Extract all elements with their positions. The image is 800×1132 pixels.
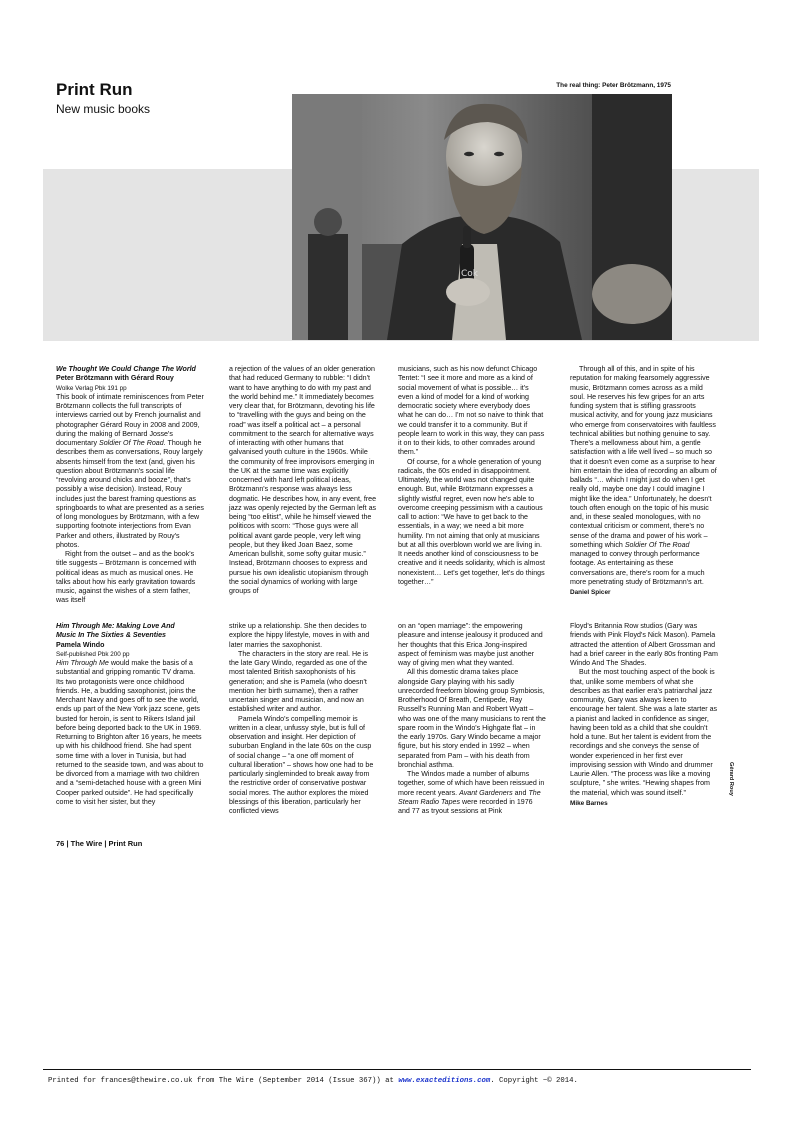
review1-film-title: Soldier Of The Road	[624, 540, 690, 549]
page-footer	[56, 839, 142, 848]
print-rule	[43, 1069, 751, 1070]
bottle-label: Cok	[461, 269, 479, 279]
review1-paragraph: Of course, for a whole generation of young radicals, the 60s ended in disappointment. Ultimately, the world was not changed quite enough. But, while Brötzmann expresses a slightly wistful regret, even now he's able to overcome creeping pessimism with a cautious call to action: “We have to get back to the essentials, in a way; we need a bit more humility. I'm not aiming that only at musicians but at all this overblown world we are living in. It needs another kind of consciousness to be creative and it needs solidarity, which is almost nonexistent… Let's get together, let's do things together…”	[398, 457, 545, 586]
review1-column-4	[570, 365, 718, 597]
review2-paragraph: Pamela Windo's compelling memoir is written in a clear, unfussy style, but is full of observation and insight. Her depiction of suburban England in the late 60s on the cusp of social change – “a one off moment of cultural liberation” – shows how one had to be particularly singleminded to break away from the restrictive order of conservative postwar social mores. The author explores the mixed blessings of this liberation, particularly her conflicted views	[229, 714, 374, 815]
footer-section: Print Run	[108, 839, 143, 848]
section-title: Print Run	[56, 80, 133, 99]
review2-text: The Windos made a number of albums together, some of which have been reissued in more recent years.	[398, 770, 545, 797]
review2-book-title-inline: Him Through Me	[56, 659, 109, 667]
review2-paragraph: strike up a relationship. She then decides to explore the hippy lifestyle, moves in with and later marries the saxophonist.	[229, 622, 370, 649]
review1-text: Through all of this, and in spite of his reputation for making fearsomely aggressive music, Brötzmann comes across as a mild soul. He reserves his few gripes for an arts funding system that is stifling grassroots musical activity, and for young jazz musicians who emerge from conservatoires with faultless technical abilities but nothing genuine to say. There's a mellowness about him, a gentle satisfaction with a life well lived – so much so that it doesn't even come as a surprise to hear him entertain the idea of recording an album of ballads “… which I might just do when I get really old, maybe one day I could imagine I might like the idea.” Unfortunately, he doesn't touch often enough on the topic of his music and, in these sealed monologues, with no contextual criticism or comment, there's no sense of the drama and power of his work – something which	[570, 365, 717, 549]
print-notice-copyright: . Copyright ~© 2014.	[490, 1077, 578, 1085]
review2-book-title	[56, 622, 204, 641]
review2-text: were recorded in 1976 and 77 as tryout sessions at Pink	[398, 797, 533, 815]
review1-paragraph: a rejection of the values of an older generation that had reduced Germany to rubble: “I didn't want to have anything to do with my past and the world behind me.” It immediately becomes very clear that, for Brötzmann, devoting his life to “travelling with the guys and being on the road” was itself a political act – a personal commitment to the search for alternative ways of interacting with other humans that galvanised youth culture in the 1960s. While the community of free improvisors emerging in the UK at the same time was explicitly concerned with hard left political ideas, Brötzmann's response was always less dogmatic. He describes how, in any event, free jazz was openly rejected by the German left as being “too elitist”, while he himself viewed the politicos with scorn: “Those guys were all political avant garde people, very left wing people, but they liked Joan Baez, some American bullshit, some softy guitar music.” Instead, Brötzmann chooses to express and pursue his own idealistic utopianism through the social dynamics of working with large groups of	[229, 365, 377, 595]
review2-album-title: Avant Gardeners	[459, 788, 513, 797]
review2-text: and	[514, 788, 527, 797]
review1-paragraph	[570, 365, 718, 587]
review2-paragraph: Floyd's Britannia Row studios (Gary was friends with Pink Floyd's Nick Mason). Pamela attracted the attention of Albert Grossman and had a brief career in the early 80s fronting Pam Windo And The Shades.	[570, 622, 718, 667]
footer-separator: |	[104, 839, 107, 848]
review2-paragraph: on an “open marriage”: the empowering pleasure and intense jealousy it produced and her thoughts that this Erica Jong-inspired aspect of feminism was maybe just another way of giving men what they wanted.	[398, 622, 543, 667]
review2-paragraph: All this domestic drama takes place alongside Gary playing with his sadly unrecorded freeform blowing group Symbiosis, Brotherhood Of Breath, Centipede, Ray Russell's Running Man and Robert Wyatt – who was one of the many musicians to rent the spare room in the Windo's Highgate flat – in the early 1970s. Gary Windo became a major figure, but his story ended in 1992 – when separated from Pam – with his death from bronchial asthma.	[398, 668, 546, 769]
review2-publisher: Self-published Pbk 200 pp	[56, 650, 130, 658]
review1-column-2	[229, 365, 377, 596]
review1-paragraph: musicians, such as his now defunct Chicago Tentet: “I see it more and more as a kind of social movement of what is possible… it's even a kind of model for a kind of working democratic society where everybody does what he can do… I'm not so naive to think that we could transfer it to a community. But if people learn to work in this way, they can pass it on to their kids, to other comrades around them.”	[398, 365, 545, 457]
review1-column-1	[56, 365, 204, 606]
review2-paragraph: But the most touching aspect of the book is that, unlike some members of what she describes as that earlier era's patriarchal jazz community, Gary was always keen to encourage her talent. She was a late starter as a pianist and lacked in confidence as singer, having been told as a child that she couldn't hold a tune. But her talent is evident from the recordings and she conveys the sense of wonder experienced in her first ever improvising session with Windo and drummer Laurie Allen. “The process was like a moving sculpture, ” she writes. “Hewing shapes from the material, which was sound itself.”	[570, 668, 718, 797]
review2-text: would make the basis of a substantial and gripping romantic TV drama. Its two protagonists were once childhood friends. He, a budding saxophonist, joins the Merchant Navy and goes off to see the world, ends up part of the New York jazz scene, gets busted for heroin, is sent to Rikers Island jail before being deported back to the UK in 1969. Returning to Brighton after 16 years, he meets up with his childhood friend. She had spent some time with a lover in Tunisia, but had returned to the seaside town, and was about to be divorced from a marriage with two children and a “semi-detached house with a green Mini Cooper parked outside”. He had specifically come to visit her sister, but they	[56, 659, 204, 806]
review2-column-3	[398, 622, 546, 816]
page-number: 76	[56, 839, 65, 848]
photo-credit: Gérard Rouy	[728, 762, 734, 796]
review1-paragraph-2: Right from the outset – and as the book's title suggests – Brötzmann is concerned with political ideas as much as musical ones. He talks about how his early gravitation towards music, against the wishes of a stern father, was itself	[56, 550, 197, 605]
review1-text: . Though he describes them as conversations, Rouy largely absents himself from the text (and, given his question about Brötzmann's social life “revolving around chicks and booze”, that's possibly a wise decision). Instead, Rouy includes just the barest framing questions as springboards to what are presented as a series of long monologues by Brötzmann, with a few supporting footnote interjections from Evan Parker and others, illustrated by Rouy's photos.	[56, 439, 204, 549]
print-notice-text: Printed for frances@thewire.co.uk from The Wire (September 2014 (Issue 367)) at	[48, 1077, 394, 1085]
photo-caption: The real thing: Peter Brötzmann, 1975	[556, 82, 671, 89]
magazine-name: The Wire	[70, 839, 103, 848]
review2-title-line-2: Music In The Sixties & Seventies	[56, 631, 166, 640]
review1-book-title: We Thought We Could Change The World	[56, 365, 196, 373]
review1-paragraph-1	[56, 393, 204, 550]
review2-byline: Mike Barnes	[570, 799, 608, 807]
section-subtitle: New music books	[56, 102, 151, 116]
review1-book-author: Peter Brötzmann with Gérard Rouy	[56, 374, 174, 383]
review1-column-3	[398, 365, 546, 587]
photo-peter-brotzmann	[292, 94, 672, 340]
exacteditions-link[interactable]: www.exacteditions.com	[398, 1077, 491, 1085]
print-notice	[48, 1077, 578, 1085]
review2-paragraph-1	[56, 659, 204, 807]
review2-column-4	[570, 622, 718, 808]
photo-illustration	[292, 94, 672, 340]
review1-film-title: Soldier Of The Road	[99, 439, 164, 447]
review2-column-2	[229, 622, 377, 816]
review1-text: This book of intimate reminiscences from Peter Brötzmann collects the full transcripts of interviews carried out by French journalist and photographer Gérard Rouy in 2008 and 2009, during the making of Bernard Josse's documentary	[56, 392, 204, 447]
review2-album-title: The Steam Radio Tapes	[398, 788, 541, 806]
review1-byline: Daniel Spicer	[570, 589, 611, 596]
review2-paragraph	[398, 770, 546, 816]
review1-text: managed to convey through performance footage. As entertaining as these conversations are, there's room for a much more penetrating study of Brötzmann's art.	[570, 550, 705, 586]
footer-separator: |	[66, 839, 69, 848]
review2-book-author: Pamela Windo	[56, 640, 105, 649]
review2-title-line-1: Him Through Me: Making Love And	[56, 622, 175, 630]
review1-publisher: Wolke Verlag Pbk 191 pp	[56, 384, 127, 392]
review2-column-1	[56, 622, 204, 807]
review2-paragraph: The characters in the story are real. He is the late Gary Windo, regarded as one of the most talented British saxophonists of his generation; and she is Pamela (who doesn't mention her birth surname), then a rather uncertain singer and musician, and now an established writer and author.	[229, 649, 369, 714]
